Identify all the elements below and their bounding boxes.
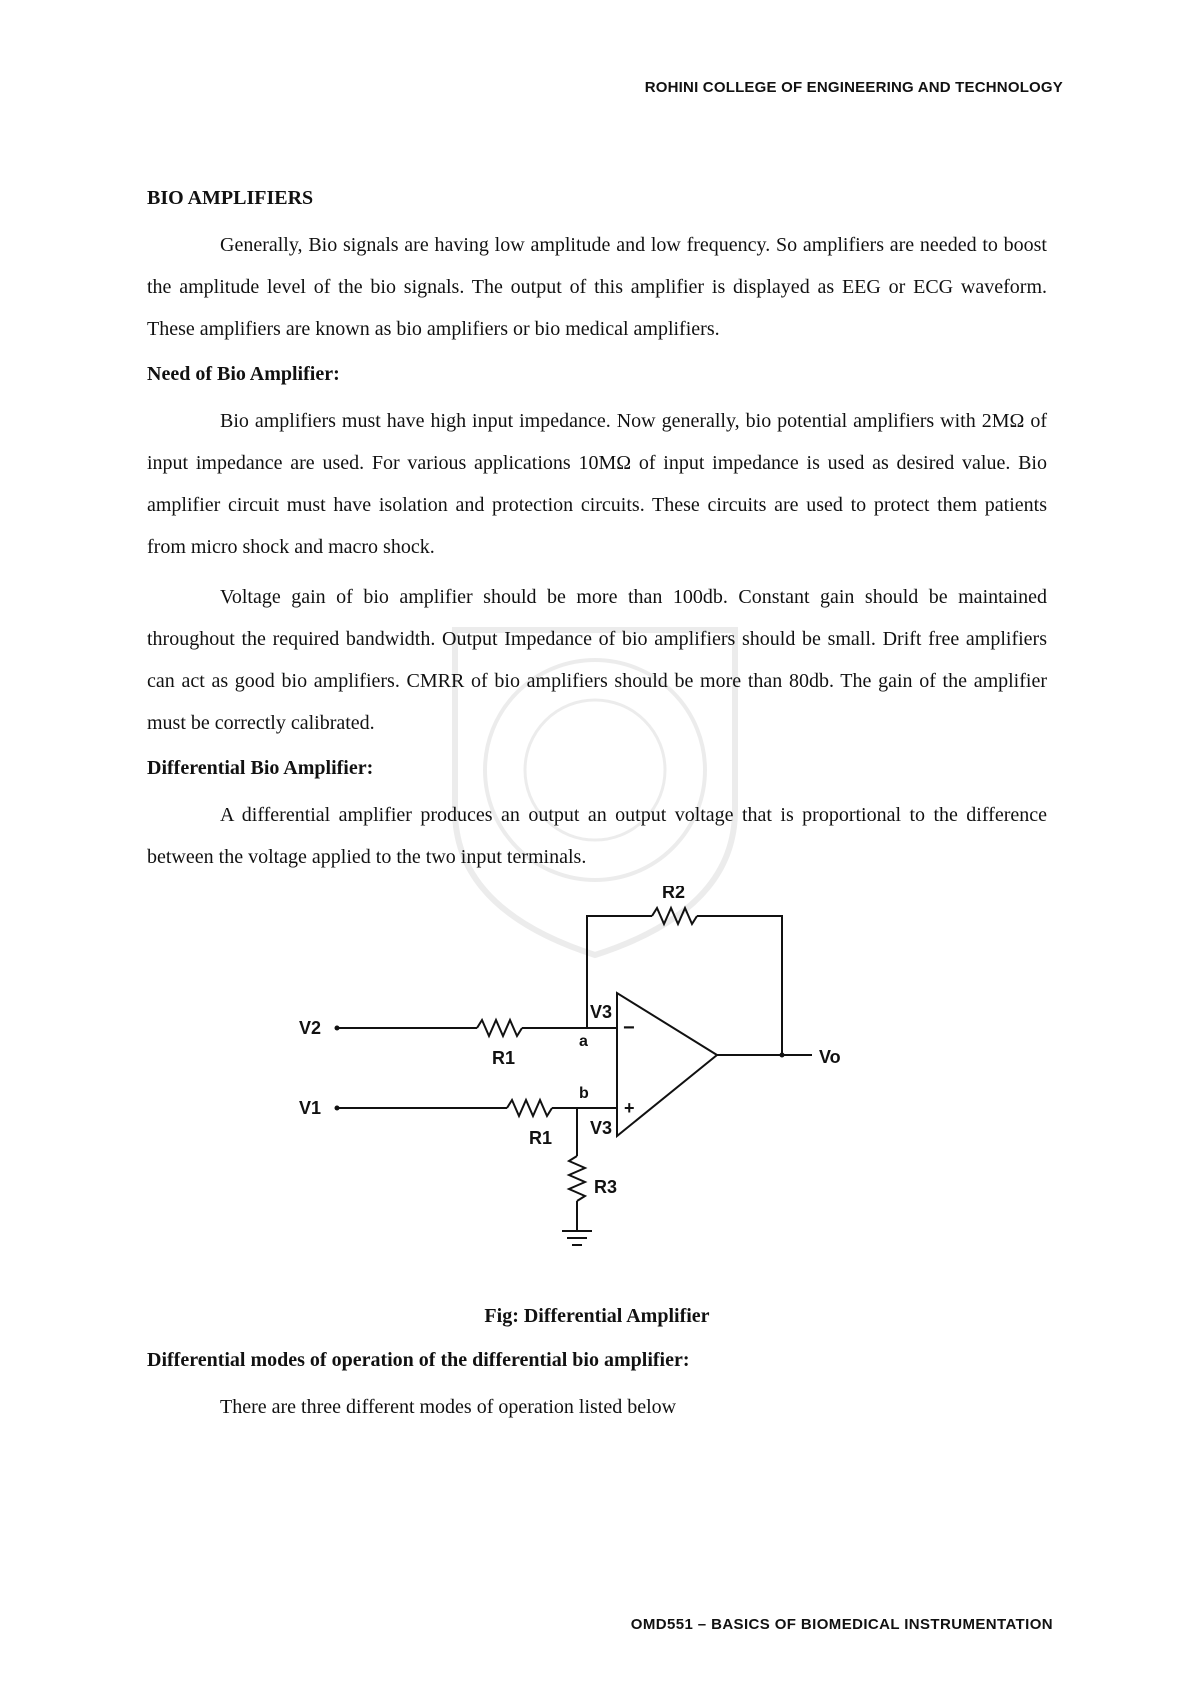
need-heading: Need of Bio Amplifier: [147,363,340,385]
ground-symbol [562,1231,592,1245]
r3-label: R3 [594,1177,618,1197]
minus-input-label: − [623,1017,635,1039]
v3-top-label: V3 [590,1002,613,1022]
modes-paragraph: There are three different modes of operation listed below [220,1396,677,1418]
differential-heading: Differential Bio Amplifier: [147,757,374,779]
v2-label: V2 [299,1018,322,1038]
figure-caption: Fig: Differential Amplifier [484,1305,710,1327]
page-title: BIO AMPLIFIERS [147,187,314,209]
r2-label: R2 [662,886,686,902]
vo-label: Vo [819,1047,841,1067]
need-paragraph-1: Bio amplifiers must have high input impedance. Now generally, bio potential amplifiers with 2MΩ of input impedance are used. For various applications 10MΩ of input impedance is used as desired value. Bio amplifier circuit must have isolation and protection circuits. These circuits are used to protect them patients from micro shock and macro shock. [147,410,1047,558]
r1-top-label: R1 [492,1048,516,1068]
resistor-r3 [569,1156,585,1201]
node-b-label: b [579,1085,589,1102]
resistor-r1-bottom [507,1100,552,1116]
r1-bottom-label: R1 [529,1128,553,1148]
institution-header: ROHINI COLLEGE OF ENGINEERING AND TECHNOLOGY [644,79,1063,96]
course-footer: OMD551 – BASICS OF BIOMEDICAL INSTRUMENTATION [630,1616,1053,1633]
v3-bottom-label: V3 [590,1118,613,1138]
plus-input-label: + [624,1098,635,1118]
differential-paragraph: A differential amplifier produces an output an output voltage that is proportional to the difference between the voltage applied to the two input terminals. [147,804,1047,868]
circuit-diagram [147,886,1047,1296]
differential-amplifier-figure [147,886,1047,1296]
v1-label: V1 [299,1098,322,1118]
main-content [147,182,1047,1436]
need-paragraph-2: Voltage gain of bio amplifier should be more than 100db. Constant gain should be maintained throughout the required bandwidth. Output Impedance of bio amplifiers should be small. Drift free amplifiers can act as good bio amplifiers. CMRR of bio amplifiers should be more than 80db. The gain of the amplifier must be correctly calibrated. [147,586,1047,734]
intro-paragraph: Generally, Bio signals are having low amplitude and low frequency. So amplifiers are needed to boost the amplitude level of the bio signals. The output of this amplifier is displayed as EEG or ECG waveform. These amplifiers are known as bio amplifiers or bio medical amplifiers. [147,234,1047,340]
resistor-r1-top [477,1020,522,1036]
modes-heading: Differential modes of operation of the differential bio amplifier: [147,1349,690,1371]
resistor-r2 [652,908,697,924]
node-a-label: a [579,1033,588,1050]
